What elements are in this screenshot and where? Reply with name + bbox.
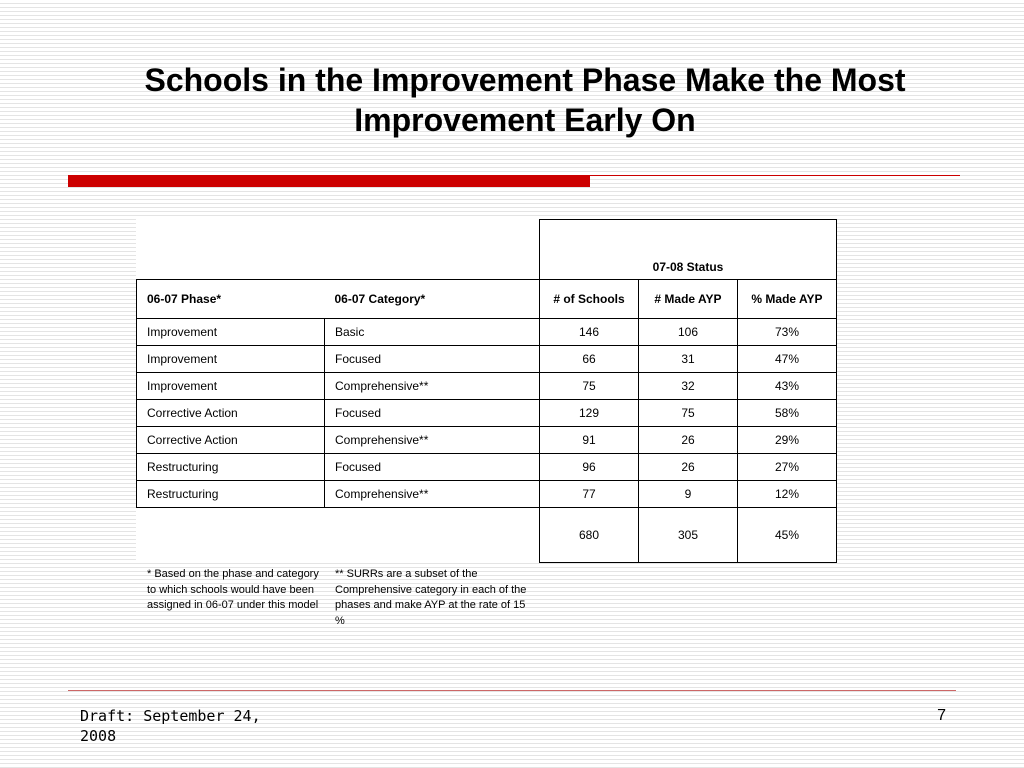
total-schools: 680 (540, 508, 639, 563)
table-cell: 9 (639, 481, 738, 508)
title-underline-rule (590, 175, 960, 176)
table-cell: 146 (540, 319, 639, 346)
column-header: # Made AYP (639, 280, 738, 319)
table-cell: Restructuring (137, 454, 325, 481)
table-cell: 47% (738, 346, 837, 373)
title-underline-bar (68, 175, 590, 187)
column-header: % Made AYP (738, 280, 837, 319)
table-cell: 12% (738, 481, 837, 508)
table-cell: 31 (639, 346, 738, 373)
table-row (137, 427, 837, 454)
table-cell: 43% (738, 373, 837, 400)
table-row (137, 454, 837, 481)
table-cell: 26 (639, 454, 738, 481)
column-header: 06-07 Phase* (137, 280, 325, 319)
table-cell: Corrective Action (137, 427, 325, 454)
column-header: 06-07 Category* (325, 280, 540, 319)
table-cell: 27% (738, 454, 837, 481)
table-cell: 75 (540, 373, 639, 400)
table-row (137, 319, 837, 346)
status-header: 07-08 Status (540, 220, 837, 280)
table-cell: Comprehensive** (325, 481, 540, 508)
column-header: # of Schools (540, 280, 639, 319)
ayp-results-table (136, 219, 837, 563)
status-header-row (137, 220, 837, 280)
table-cell: 58% (738, 400, 837, 427)
table-row (137, 373, 837, 400)
table-cell: 106 (639, 319, 738, 346)
table-cell: 66 (540, 346, 639, 373)
footer-date: Draft: September 24, 2008 (80, 707, 261, 745)
table-row (137, 400, 837, 427)
table-cell: 32 (639, 373, 738, 400)
page-number: 7 (937, 707, 946, 724)
table-cell: Focused (325, 454, 540, 481)
table-cell: 91 (540, 427, 639, 454)
table-cell: Focused (325, 346, 540, 373)
surr-footnote: ** SURRs are a subset of the Comprehensive category in each of the phases and make AYP at the rate of 15 % (335, 568, 527, 627)
table-cell: Focused (325, 400, 540, 427)
slide-title: Schools in the Improvement Phase Make the Most Improvement Early On (144, 62, 906, 138)
table-cell: 77 (540, 481, 639, 508)
table-cell: 29% (738, 427, 837, 454)
table-cell: Improvement (137, 373, 325, 400)
table-cell: 129 (540, 400, 639, 427)
totals-row (137, 508, 837, 563)
footer-divider (68, 690, 956, 691)
table-cell: Improvement (137, 319, 325, 346)
phase-footnote: * Based on the phase and category to which schools would have been assigned in 06-07 under this model (147, 568, 319, 611)
table-cell: Restructuring (137, 481, 325, 508)
table-row (137, 481, 837, 508)
table-cell: Improvement (137, 346, 325, 373)
table-cell: 73% (738, 319, 837, 346)
total-percent-made-ayp: 45% (738, 508, 837, 563)
column-header-row (137, 280, 837, 319)
table-row (137, 346, 837, 373)
table-cell: 26 (639, 427, 738, 454)
table-cell: Corrective Action (137, 400, 325, 427)
table-cell: Comprehensive** (325, 373, 540, 400)
table-cell: Comprehensive** (325, 427, 540, 454)
table-cell: 75 (639, 400, 738, 427)
table-cell: Basic (325, 319, 540, 346)
table-cell: 96 (540, 454, 639, 481)
total-made-ayp: 305 (639, 508, 738, 563)
